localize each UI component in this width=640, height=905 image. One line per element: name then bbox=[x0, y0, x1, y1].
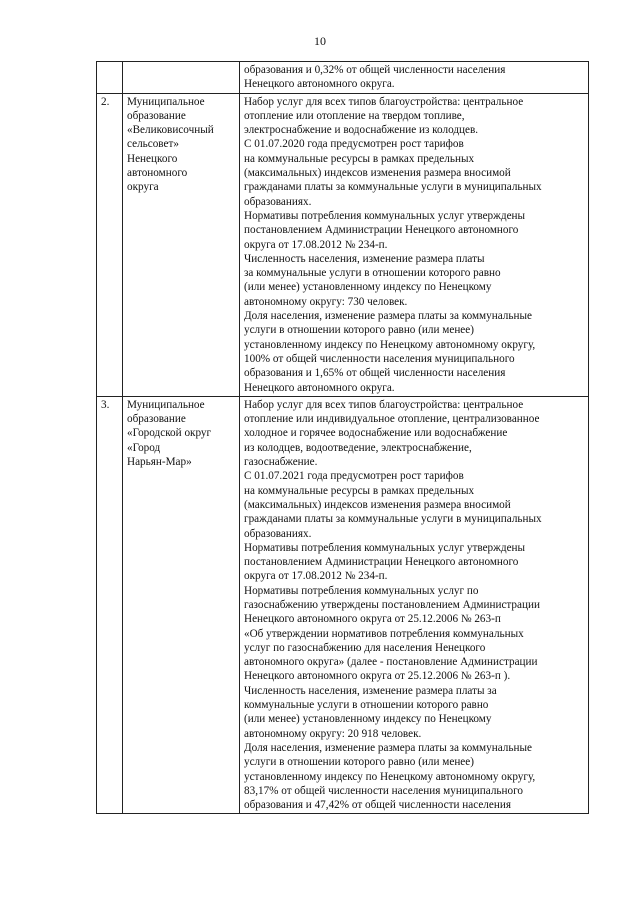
text-line: Нормативы потребления коммунальных услуг утверждены bbox=[244, 541, 526, 554]
text-line: услуг по газоснабжению для населения Ненецкого bbox=[244, 641, 486, 654]
text-line: Ненецкого автономного округа от 25.12.2006 № 263-п ). bbox=[244, 670, 511, 683]
municipality-name-cell bbox=[123, 93, 240, 396]
table-row bbox=[97, 62, 589, 94]
text-line: отопление или индивидуальное отопление, централизованное bbox=[244, 413, 540, 426]
text-line: установленному индексу по Ненецкому автономному округу, bbox=[244, 338, 536, 351]
text-line: образование bbox=[127, 413, 186, 426]
text-line: автономного округа» (далее - постановление Администрации bbox=[244, 656, 538, 669]
text-line: образования и 0,32% от общей численности населения bbox=[244, 64, 506, 76]
text-line: газоснабжению утверждены постановлением Администрации bbox=[244, 598, 540, 611]
text-line: холодное и горячее водоснабжение или водоснабжение bbox=[244, 427, 508, 440]
text-line: Ненецкого bbox=[127, 152, 178, 165]
page-number: 10 bbox=[314, 34, 326, 48]
text-line: (максимальных) индексов изменения размера вносимой bbox=[244, 498, 511, 511]
text-line: (максимальных) индексов изменения размера вносимой bbox=[244, 167, 511, 180]
text-line: Ненецкого автономного округа. bbox=[244, 381, 395, 394]
text-line: Нормативы потребления коммунальных услуг утверждены bbox=[244, 209, 526, 222]
text-line: автономного bbox=[127, 167, 188, 180]
text-line: Нарьян-Мар» bbox=[127, 456, 192, 469]
text-line: сельсовет» bbox=[127, 138, 179, 151]
text-line: (или менее) установленному индексу по Ненецкому bbox=[244, 713, 492, 726]
text-line: постановлением Администрации Ненецкого автономного bbox=[244, 556, 519, 569]
municipality-name-cell bbox=[123, 62, 240, 94]
text-line: отопление или отопление на твердом топливе, bbox=[244, 109, 465, 122]
text-line: образованиях. bbox=[244, 195, 312, 208]
text-line: 83,17% от общей численности населения муниципального bbox=[244, 784, 524, 797]
text-line: «Великовисочный bbox=[127, 124, 214, 137]
text-line: Доля населения, изменение размера платы за коммунальные bbox=[244, 310, 532, 323]
text-line: Ненецкого автономного округа. bbox=[244, 78, 395, 91]
text-line: образование bbox=[127, 109, 186, 122]
text-line: электроснабжение и водоснабжение из колодцев. bbox=[244, 124, 479, 137]
municipality-name-cell bbox=[123, 396, 240, 814]
text-line: 100% от общей численности населения муниципального bbox=[244, 352, 515, 365]
text-line: «Город bbox=[127, 441, 161, 454]
text-line: на коммунальные ресурсы в рамках предельных bbox=[244, 484, 475, 497]
text-line: округа от 17.08.2012 № 234-п. bbox=[244, 238, 388, 251]
row-number-cell: 2. bbox=[97, 93, 123, 396]
text-line: Муниципальное bbox=[127, 95, 205, 108]
table-row bbox=[97, 396, 589, 814]
description-cell bbox=[240, 93, 589, 396]
description-cell bbox=[240, 396, 589, 814]
text-line: Ненецкого автономного округа от 25.12.2006 № 263-п bbox=[244, 613, 501, 626]
text-line: «Городской округ bbox=[127, 427, 212, 440]
table-body bbox=[97, 62, 589, 814]
text-line: округа от 17.08.2012 № 234-п. bbox=[244, 570, 388, 583]
text-line: Нормативы потребления коммунальных услуг по bbox=[244, 584, 479, 597]
text-line: Численность населения, изменение размера платы за bbox=[244, 684, 497, 697]
text-line: Набор услуг для всех типов благоустройства: центральное bbox=[244, 398, 524, 411]
text-line: постановлением Администрации Ненецкого автономного bbox=[244, 224, 519, 237]
row-number-cell: 3. bbox=[97, 396, 123, 814]
text-line: образования и 1,65% от общей численности населения bbox=[244, 367, 506, 380]
description-cell bbox=[240, 62, 589, 94]
municipal-utilities-table bbox=[96, 61, 589, 814]
text-line: из колодцев, водоотведение, электроснабжение, bbox=[244, 441, 472, 454]
text-line: (или менее) установленному индексу по Ненецкому bbox=[244, 281, 492, 294]
text-line: Набор услуг для всех типов благоустройства: центральное bbox=[244, 95, 524, 108]
text-line: установленному индексу по Ненецкому автономному округу, bbox=[244, 770, 536, 783]
text-line: услуги в отношении которого равно (или менее) bbox=[244, 324, 474, 337]
text-line: автономному округу: 20 918 человек. bbox=[244, 727, 422, 740]
row-number-cell bbox=[97, 62, 123, 94]
text-line: Численность населения, изменение размера платы bbox=[244, 252, 485, 265]
text-line: услуги в отношении которого равно (или менее) bbox=[244, 756, 474, 769]
text-line: гражданами платы за коммунальные услуги в муниципальных bbox=[244, 513, 542, 526]
text-line: округа bbox=[127, 181, 159, 194]
text-line: образования и 47,42% от общей численности населения bbox=[244, 799, 511, 812]
text-line: С 01.07.2020 года предусмотрен рост тарифов bbox=[244, 138, 464, 151]
text-line: образованиях. bbox=[244, 527, 312, 540]
text-line: Доля населения, изменение размера платы за коммунальные bbox=[244, 741, 532, 754]
text-line: коммунальные услуги в отношении которого равно bbox=[244, 699, 489, 712]
table-row bbox=[97, 93, 589, 396]
text-line: «Об утверждении нормативов потребления коммунальных bbox=[244, 627, 524, 640]
text-line: за коммунальные услуги в отношении которого равно bbox=[244, 267, 501, 280]
text-line: С 01.07.2021 года предусмотрен рост тарифов bbox=[244, 470, 464, 483]
text-line: газоснабжение. bbox=[244, 456, 318, 469]
text-line: автономному округу: 730 человек. bbox=[244, 295, 408, 308]
text-line: Муниципальное bbox=[127, 398, 205, 411]
text-line: на коммунальные ресурсы в рамках предельных bbox=[244, 152, 475, 165]
text-line: гражданами платы за коммунальные услуги в муниципальных bbox=[244, 181, 542, 194]
